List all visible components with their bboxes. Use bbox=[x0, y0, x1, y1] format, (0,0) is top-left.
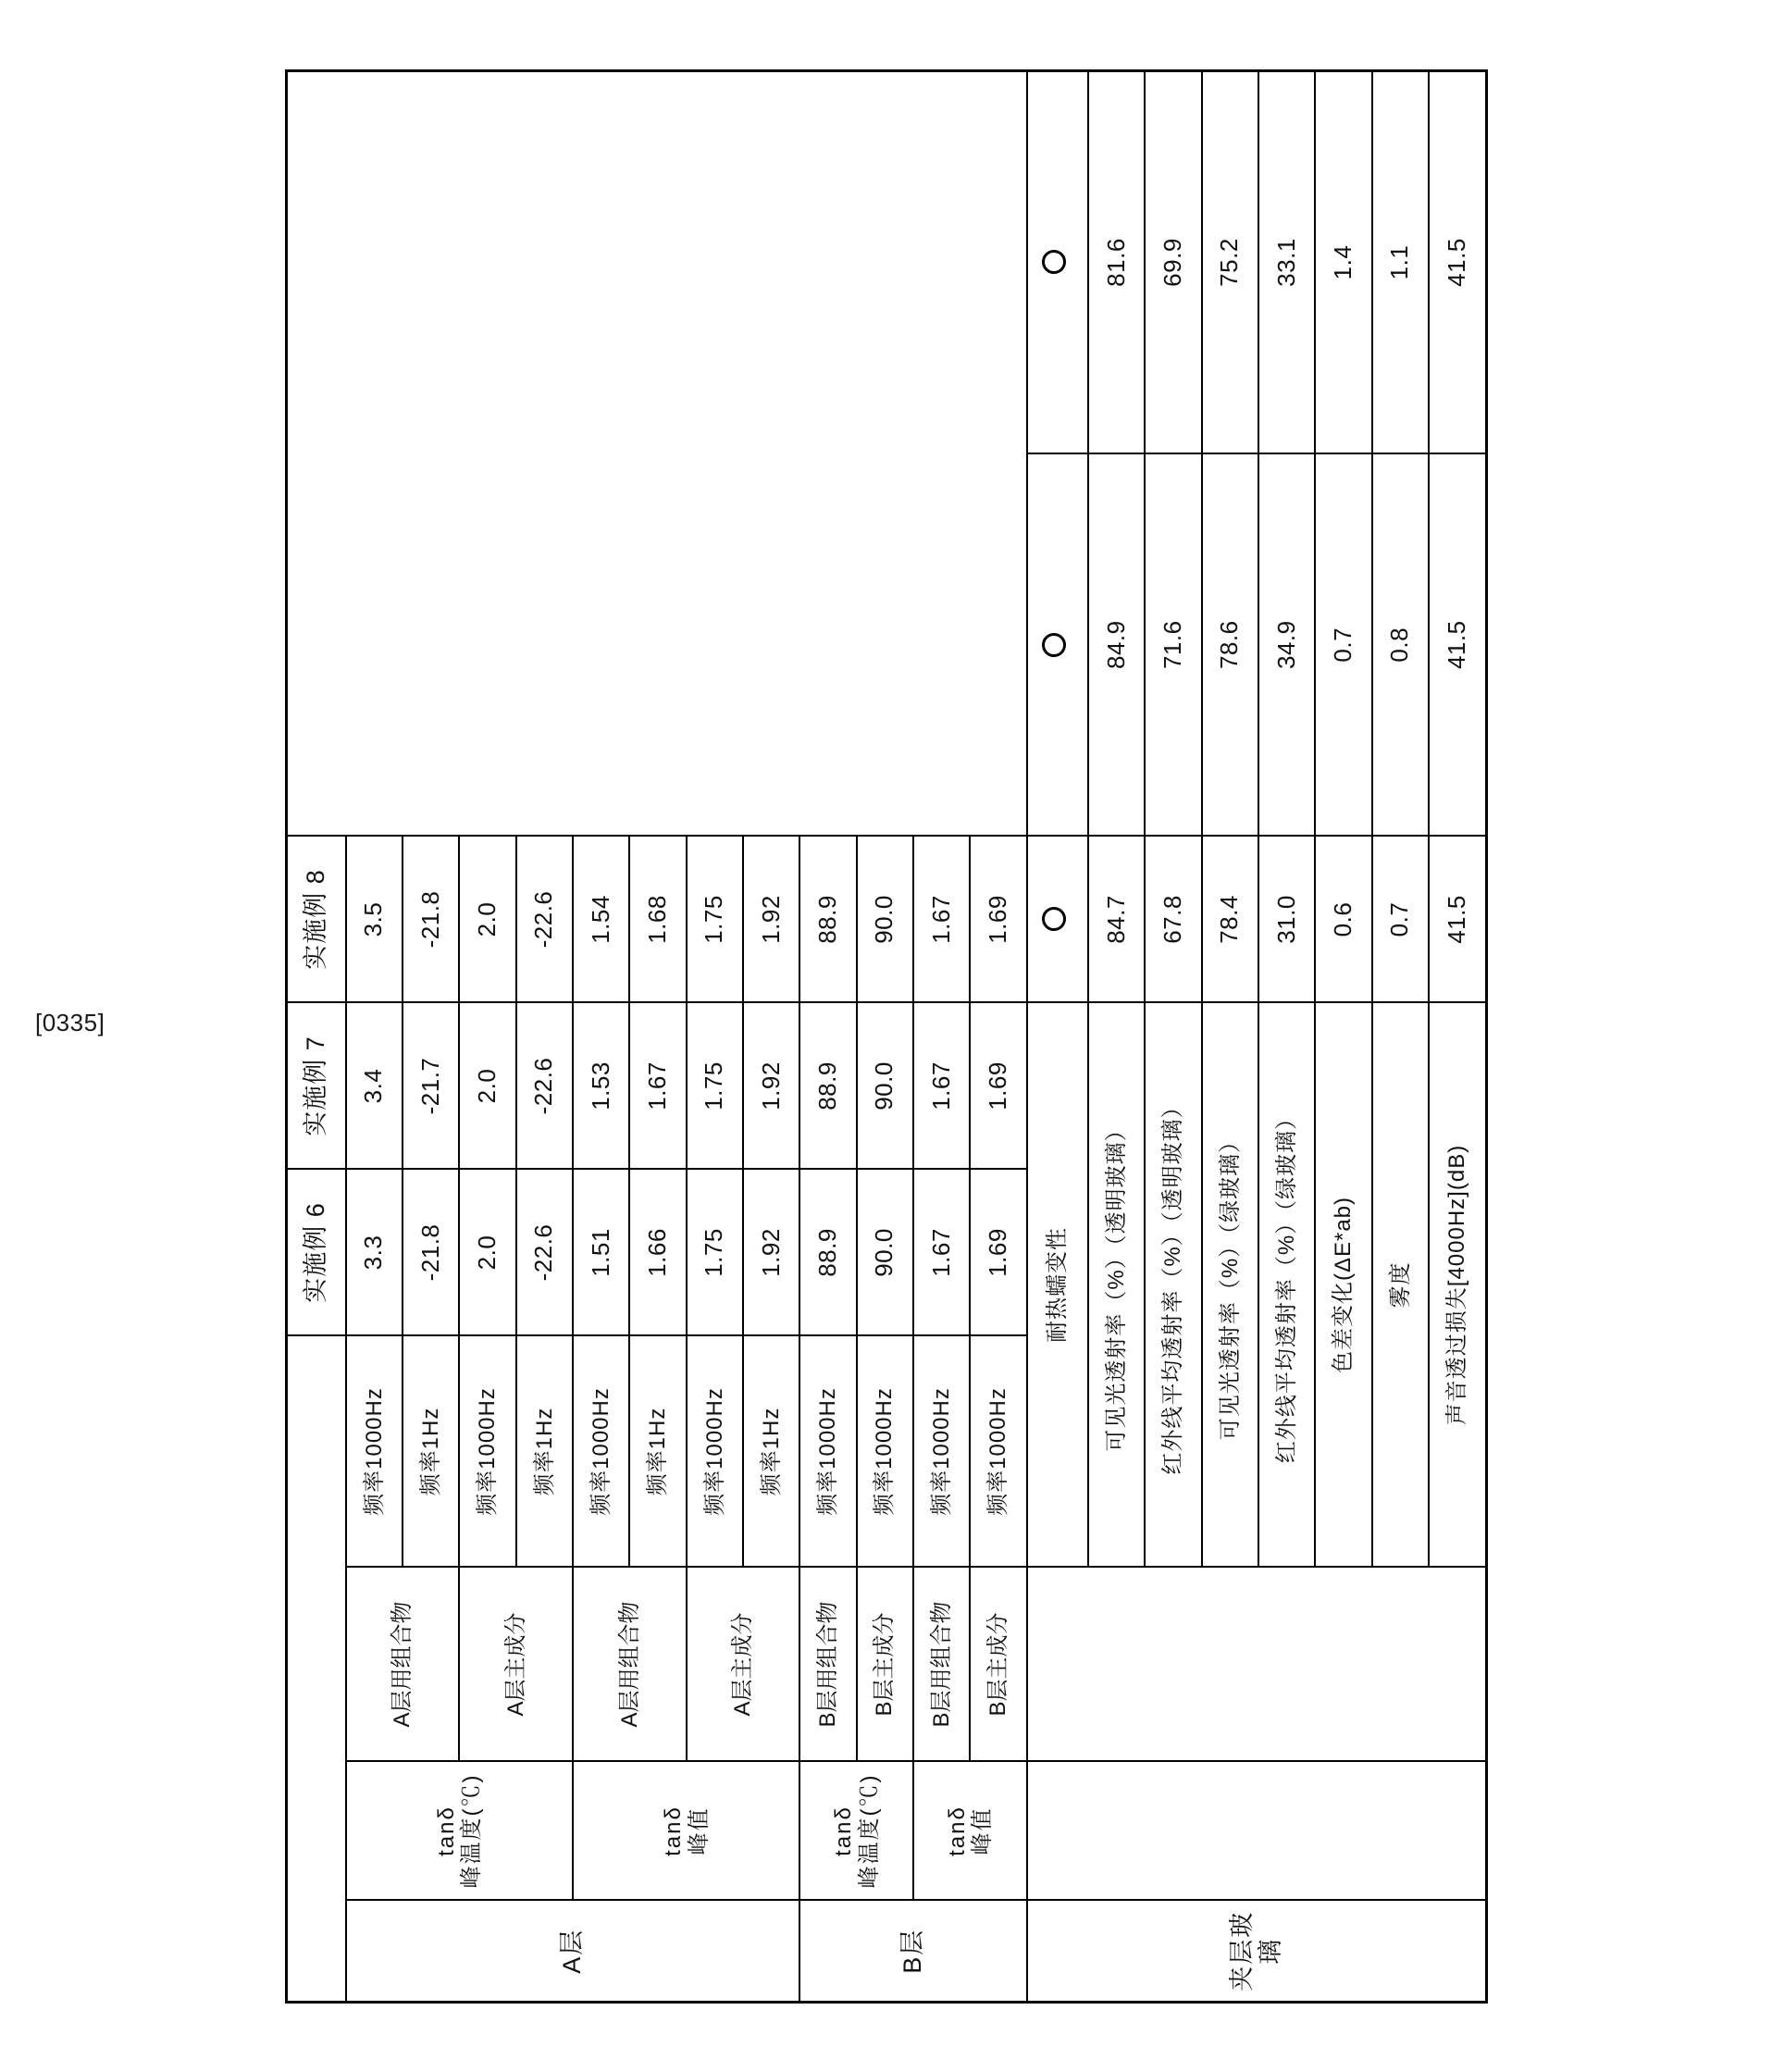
data-cell: 33.1 bbox=[1258, 70, 1315, 453]
data-cell: 90.0 bbox=[856, 1169, 912, 1335]
condition-label: 频率1000Hz bbox=[345, 1335, 402, 1567]
condition-label: 频率1000Hz bbox=[799, 1335, 856, 1567]
condition-label: 频率1000Hz bbox=[912, 1335, 969, 1567]
data-cell: 75.2 bbox=[1201, 70, 1258, 453]
table-body bbox=[286, 70, 1486, 2002]
data-cell: 1.75 bbox=[686, 1002, 742, 1169]
circle-mark-icon bbox=[1042, 250, 1066, 274]
data-cell: 1.92 bbox=[742, 836, 799, 1002]
data-cell: 90.0 bbox=[856, 836, 912, 1002]
condition-label: 频率1000Hz bbox=[459, 1335, 515, 1567]
measure-label bbox=[1026, 1761, 1486, 1900]
table-row bbox=[459, 70, 515, 2002]
data-cell: 34.9 bbox=[1258, 453, 1315, 836]
condition-label: 耐热蠕变性 bbox=[1026, 1002, 1087, 1567]
data-cell: 2.0 bbox=[459, 836, 515, 1002]
data-cell bbox=[1026, 70, 1087, 453]
sublayer-label: B层主成分 bbox=[856, 1567, 912, 1761]
data-cell: 1.67 bbox=[912, 1169, 969, 1335]
table-row bbox=[970, 70, 1026, 2002]
condition-label: 红外线平均透射率（%）（透明玻璃） bbox=[1145, 1002, 1201, 1567]
condition-label: 频率1000Hz bbox=[572, 1335, 628, 1567]
data-cell: 84.9 bbox=[1088, 453, 1145, 836]
data-cell: 1.69 bbox=[970, 1169, 1026, 1335]
sublayer-label: B层用组合物 bbox=[799, 1567, 856, 1761]
sublayer-label: A层用组合物 bbox=[345, 1567, 459, 1761]
condition-label: 红外线平均透射率（%）（绿玻璃） bbox=[1258, 1002, 1315, 1567]
data-cell: 1.75 bbox=[686, 1169, 742, 1335]
data-cell: 1.4 bbox=[1315, 70, 1371, 453]
column-header-1: 实施例 6 bbox=[286, 1169, 345, 1335]
data-cell: 88.9 bbox=[799, 1002, 856, 1169]
table-row bbox=[686, 70, 742, 2002]
table-rotation-wrapper bbox=[285, 69, 1488, 2004]
data-cell: 1.69 bbox=[970, 1002, 1026, 1169]
data-cell: 1.67 bbox=[912, 1002, 969, 1169]
data-cell: 84.7 bbox=[1088, 836, 1145, 1002]
data-cell: 3.5 bbox=[345, 836, 402, 1002]
circle-mark-icon bbox=[1042, 907, 1066, 931]
paragraph-number: [0335] bbox=[35, 1009, 105, 1036]
condition-label: 频率1Hz bbox=[629, 1335, 686, 1567]
data-cell: 0.7 bbox=[1371, 836, 1428, 1002]
condition-label: 频率1Hz bbox=[403, 1335, 459, 1567]
data-cell: 1.68 bbox=[629, 836, 686, 1002]
data-cell: -21.7 bbox=[403, 1002, 459, 1169]
sublayer-label: A层主成分 bbox=[686, 1567, 799, 1761]
data-cell: -22.6 bbox=[515, 1169, 572, 1335]
group-label: 夹层玻璃 bbox=[1026, 1900, 1486, 2002]
sublayer-label: A层用组合物 bbox=[572, 1567, 686, 1761]
data-cell: -21.8 bbox=[403, 836, 459, 1002]
group-label: A层 bbox=[345, 1900, 799, 2002]
condition-label: 声音透过损失[4000Hz](dB) bbox=[1429, 1002, 1486, 1567]
data-cell: 69.9 bbox=[1145, 70, 1201, 453]
measure-label: tanδ 峰值 bbox=[912, 1761, 1026, 1900]
table-row bbox=[345, 70, 402, 2002]
table-row bbox=[912, 70, 969, 2002]
data-cell: 71.6 bbox=[1145, 453, 1201, 836]
data-cell: 3.3 bbox=[345, 1169, 402, 1335]
table-row bbox=[799, 70, 856, 2002]
table-row bbox=[572, 70, 628, 2002]
data-cell: 1.92 bbox=[742, 1169, 799, 1335]
condition-label: 频率1000Hz bbox=[970, 1335, 1026, 1567]
data-cell: 90.0 bbox=[856, 1002, 912, 1169]
data-cell: 41.5 bbox=[1429, 836, 1486, 1002]
table-header-row bbox=[286, 70, 345, 2002]
data-cell: 1.1 bbox=[1371, 70, 1428, 453]
sublayer-label: A层主成分 bbox=[459, 1567, 573, 1761]
data-cell: 1.51 bbox=[572, 1169, 628, 1335]
measure-label: tanδ 峰温度(℃) bbox=[799, 1761, 913, 1900]
data-cell: -22.6 bbox=[515, 836, 572, 1002]
sublayer-label: B层主成分 bbox=[970, 1567, 1026, 1761]
data-cell bbox=[1026, 836, 1087, 1002]
data-cell: 1.54 bbox=[572, 836, 628, 1002]
condition-label: 频率1000Hz bbox=[856, 1335, 912, 1567]
data-cell: 67.8 bbox=[1145, 836, 1201, 1002]
data-cell: 2.0 bbox=[459, 1169, 515, 1335]
data-cell: 0.8 bbox=[1371, 453, 1428, 836]
header-corner-blank bbox=[286, 1335, 345, 2002]
circle-mark-icon bbox=[1042, 632, 1066, 656]
data-cell: 1.67 bbox=[629, 1002, 686, 1169]
data-cell: 78.4 bbox=[1201, 836, 1258, 1002]
condition-label: 色差变化(ΔE*ab) bbox=[1315, 1002, 1371, 1567]
data-cell: 0.6 bbox=[1315, 836, 1371, 1002]
data-cell: 3.4 bbox=[345, 1002, 402, 1169]
data-cell: 31.0 bbox=[1258, 836, 1315, 1002]
data-cell: 1.92 bbox=[742, 1002, 799, 1169]
data-cell: 1.69 bbox=[970, 836, 1026, 1002]
data-cell: 2.0 bbox=[459, 1002, 515, 1169]
sublayer-label: B层用组合物 bbox=[912, 1567, 969, 1761]
data-cell: 1.66 bbox=[629, 1169, 686, 1335]
condition-label: 频率1000Hz bbox=[686, 1335, 742, 1567]
data-cell: 41.5 bbox=[1429, 453, 1486, 836]
data-cell: -22.6 bbox=[515, 1002, 572, 1169]
column-header-2: 实施例 7 bbox=[286, 1002, 345, 1169]
condition-label: 频率1Hz bbox=[742, 1335, 799, 1567]
data-cell: 0.7 bbox=[1315, 453, 1371, 836]
data-cell: 88.9 bbox=[799, 1169, 856, 1335]
data-cell: 41.5 bbox=[1429, 70, 1486, 453]
condition-label: 可见光透射率（%）（透明玻璃） bbox=[1088, 1002, 1145, 1567]
sublayer-label bbox=[1026, 1567, 1486, 1761]
condition-label: 雾度 bbox=[1371, 1002, 1428, 1567]
table-row bbox=[856, 70, 912, 2002]
table-row bbox=[1026, 70, 1087, 2002]
group-label: B层 bbox=[799, 1900, 1026, 2002]
measure-label: tanδ 峰温度(℃) bbox=[345, 1761, 572, 1900]
condition-label: 可见光透射率（%）（绿玻璃） bbox=[1201, 1002, 1258, 1567]
patent-results-table bbox=[285, 69, 1488, 2004]
data-cell: 78.6 bbox=[1201, 453, 1258, 836]
data-cell bbox=[1026, 453, 1087, 836]
data-cell: 1.75 bbox=[686, 836, 742, 1002]
data-cell: 1.67 bbox=[912, 836, 969, 1002]
data-cell: 81.6 bbox=[1088, 70, 1145, 453]
data-cell: 88.9 bbox=[799, 836, 856, 1002]
column-header-3: 实施例 8 bbox=[286, 836, 345, 1002]
condition-label: 频率1Hz bbox=[515, 1335, 572, 1567]
measure-label: tanδ 峰值 bbox=[572, 1761, 799, 1900]
data-cell: 1.53 bbox=[572, 1002, 628, 1169]
data-cell: -21.8 bbox=[403, 1169, 459, 1335]
